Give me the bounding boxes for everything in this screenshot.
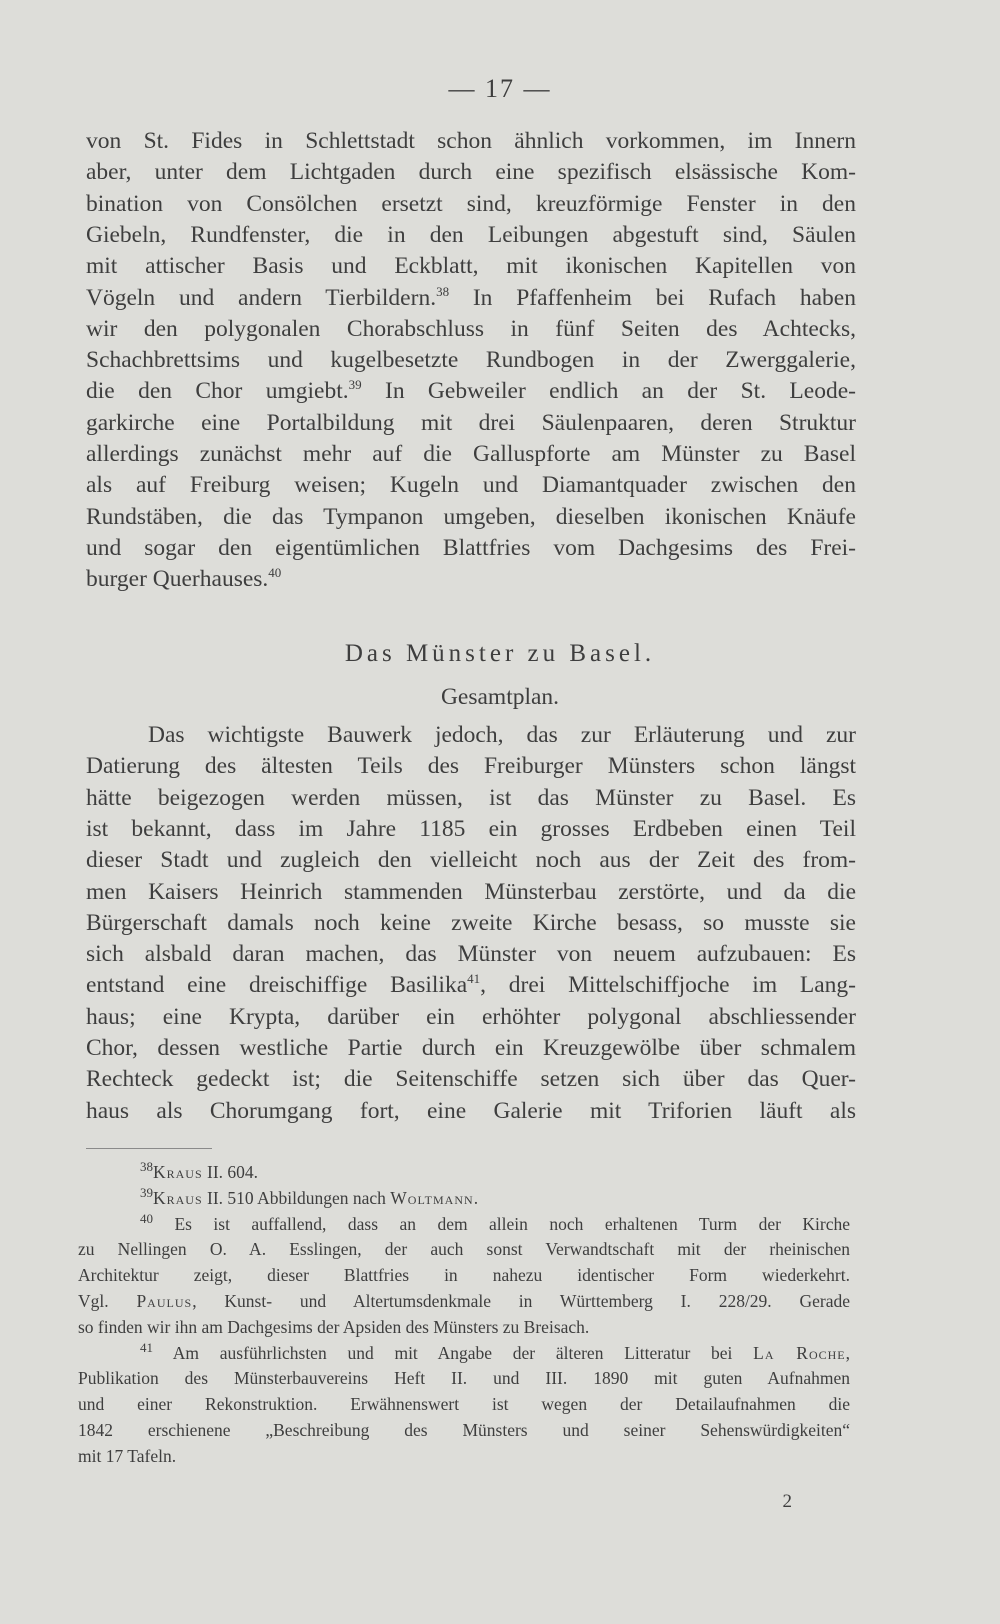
text-run: . — [473, 1187, 479, 1208]
author-name: Kraus — [153, 1162, 203, 1182]
author-name: Paulus — [136, 1291, 193, 1311]
text-run: Vögeln und andern Tierbildern. — [86, 284, 437, 311]
text-line — [86, 753, 856, 780]
text-run: Rechteck gedeckt ist; die Seitenschiffe setzen sich über das Quer- — [86, 1066, 856, 1093]
footnote-reference: 38 — [436, 283, 450, 299]
footnote-line — [78, 1420, 850, 1441]
text-run: Am ausführlichsten und mit Angabe der älteren Litteratur bei — [153, 1342, 754, 1363]
text-run: Bürgerschaft damals noch keine zweite Kirche besass, so musste sie — [86, 909, 856, 936]
text-line — [86, 847, 856, 874]
text-run: Datierung des ältesten Teils des Freiburger Münsters schon längst — [86, 753, 856, 780]
footnote-marker: 39 — [140, 1184, 153, 1200]
text-line — [86, 191, 856, 218]
text-run: haus; eine Krypta, darüber ein erhöhter polygonal abschliessender — [86, 1003, 856, 1030]
text-line — [86, 472, 856, 499]
text-line — [86, 222, 856, 249]
text-run: ist bekannt, dass im Jahre 1185 ein grosses Erdbeben einen Teil — [86, 815, 856, 842]
footnote-line — [78, 1265, 850, 1286]
footnote-marker: 40 — [140, 1210, 153, 1226]
text-run: II. 510 Abbildungen nach — [202, 1187, 391, 1208]
footnote-reference: 41 — [467, 971, 481, 987]
text-line — [86, 535, 856, 562]
text-line — [86, 972, 856, 999]
footnote-rule — [86, 1148, 212, 1149]
text-run: mit attischer Basis und Eckblatt, mit ikonischen Kapitellen von — [86, 253, 856, 280]
text-run: von St. Fides in Schlettstadt schon ähnlich vorkommen, im Innern — [86, 128, 856, 154]
text-run: so finden wir ihn am Dachgesims der Apsiden des Münsters zu Breisach. — [78, 1316, 590, 1337]
text-run: Vgl. — [78, 1291, 137, 1311]
author-name: Woltmann — [390, 1187, 474, 1208]
text-line — [86, 441, 856, 468]
page-number: — 17 — — [448, 74, 552, 103]
text-run: bination von Consölchen ersetzt sind, kreuzförmige Fenster in den — [86, 190, 856, 217]
footnote-line — [78, 1239, 850, 1260]
text-run: , — [845, 1342, 850, 1363]
text-run: burger Querhauses. — [86, 566, 269, 593]
text-run: Architektur zeigt, dieser Blattfries in nahezu identischer Form wiederkehrt. — [78, 1265, 850, 1286]
footnote-marker: 41 — [140, 1339, 153, 1355]
text-run: entstand eine dreischiffige Basilika — [86, 972, 468, 999]
text-run: aber, unter dem Lichtgaden durch eine spezifisch elsässische Kom- — [86, 159, 856, 186]
text-run: die den Chor umgiebt. — [86, 378, 349, 405]
text-run: Rundstäben, die das Tympanon umgeben, dieselben ikonischen Knäufe — [86, 503, 856, 530]
author-name: La Roche — [753, 1342, 846, 1363]
footnote-reference: 39 — [348, 377, 362, 393]
text-run: Publikation des Münsterbauvereins Heft II. und III. 1890 mit guten Aufnahmen — [78, 1368, 850, 1389]
footnote-line — [140, 1159, 850, 1183]
footnote-line — [78, 1394, 850, 1415]
text-run: und sogar den eigentümlichen Blattfries vom Dachgesims des Frei- — [86, 534, 856, 561]
footnote-reference: 40 — [268, 565, 282, 581]
text-line — [86, 941, 856, 968]
text-run: zu Nellingen O. A. Esslingen, der auch sonst Verwandtschaft mit der rheinischen — [78, 1239, 850, 1260]
text-line — [86, 1066, 856, 1093]
text-run: In Pfaffenheim bei Rufach haben — [449, 284, 856, 311]
text-run: In Gebweiler endlich an der St. Leode- — [361, 378, 856, 405]
footnote-line — [140, 1184, 850, 1209]
footnote-line — [78, 1446, 850, 1467]
text-line — [86, 910, 856, 937]
text-run: men Kaisers Heinrich stammenden Münsterbau zerstörte, und da die — [86, 878, 856, 905]
text-line — [86, 159, 856, 186]
text-run: haus als Chorumgang fort, eine Galerie mit Triforien läuft als — [86, 1097, 856, 1124]
text-line — [86, 253, 856, 280]
text-line — [86, 785, 856, 812]
text-run: Es ist auffallend, dass an dem allein noch erhaltenen Turm der Kirche — [153, 1213, 850, 1234]
section-subheading: Gesamtplan. — [440, 684, 560, 710]
footnote-line — [78, 1368, 850, 1389]
signature-mark: 2 — [782, 1491, 792, 1512]
text-line — [86, 879, 856, 906]
text-run: mit 17 Tafeln. — [78, 1445, 177, 1466]
text-run: wir den polygonalen Chorabschluss in fünf Seiten des Achtecks, — [86, 315, 856, 342]
section-heading: Das Münster zu Basel. — [344, 640, 656, 667]
text-line — [86, 128, 856, 155]
footnote-line — [140, 1339, 850, 1364]
footnote-line — [140, 1210, 850, 1235]
footnote-line — [78, 1291, 850, 1312]
footnote-line — [78, 1317, 850, 1338]
text-line — [86, 316, 856, 343]
text-run: , Kunst- und Altertumsdenkmale in Württemberg I. 228/29. Gerade — [192, 1291, 851, 1311]
author-name: Kraus — [153, 1187, 203, 1208]
text-run: II. 604. — [202, 1162, 259, 1182]
text-run: als auf Freiburg weisen; Kugeln und Diamantquader zwischen den — [86, 472, 856, 499]
text-run: Schachbrettsims und kugelbesetzte Rundbogen in der Zwerggalerie, — [86, 347, 856, 374]
text-line — [148, 722, 856, 749]
text-run: Chor, dessen westliche Partie durch ein Kreuzgewölbe über schmalem — [86, 1035, 856, 1061]
text-run: 1842 erschienene „Beschreibung des Münsters und seiner Sehenswürdigkeiten“ — [78, 1420, 850, 1440]
text-run: garkirche eine Portalbildung mit drei Säulenpaaren, deren Struktur — [86, 409, 856, 436]
text-line — [86, 504, 856, 531]
text-run: allerdings zunächst mehr auf die Galluspforte am Münster zu Basel — [86, 441, 856, 467]
text-line — [86, 1098, 856, 1125]
text-run: hätte beigezogen werden müssen, ist das Münster zu Basel. Es — [86, 784, 856, 811]
text-line — [86, 285, 856, 312]
footnote-marker: 38 — [140, 1159, 153, 1175]
text-run: Das wichtigste Bauwerk jedoch, das zur Erläuterung und zur — [148, 722, 856, 748]
text-run: sich alsbald daran machen, das Münster von neuem aufzubauen: Es — [86, 941, 856, 968]
text-line — [86, 816, 856, 843]
text-line — [86, 1035, 856, 1062]
text-run: Giebeln, Rundfenster, die in den Leibungen abgestuft sind, Säulen — [86, 221, 856, 248]
text-line — [86, 1004, 856, 1031]
text-line — [86, 347, 856, 374]
text-run: , drei Mittelschiffjoche im Lang- — [480, 972, 856, 999]
text-line — [86, 410, 856, 437]
text-run: und einer Rekonstruktion. Erwähnenswert ist wegen der Detailaufnahmen die — [78, 1394, 850, 1415]
text-run: dieser Stadt und zugleich den vielleicht noch aus der Zeit des from- — [86, 847, 856, 874]
text-line — [86, 566, 856, 593]
text-line — [86, 378, 856, 405]
